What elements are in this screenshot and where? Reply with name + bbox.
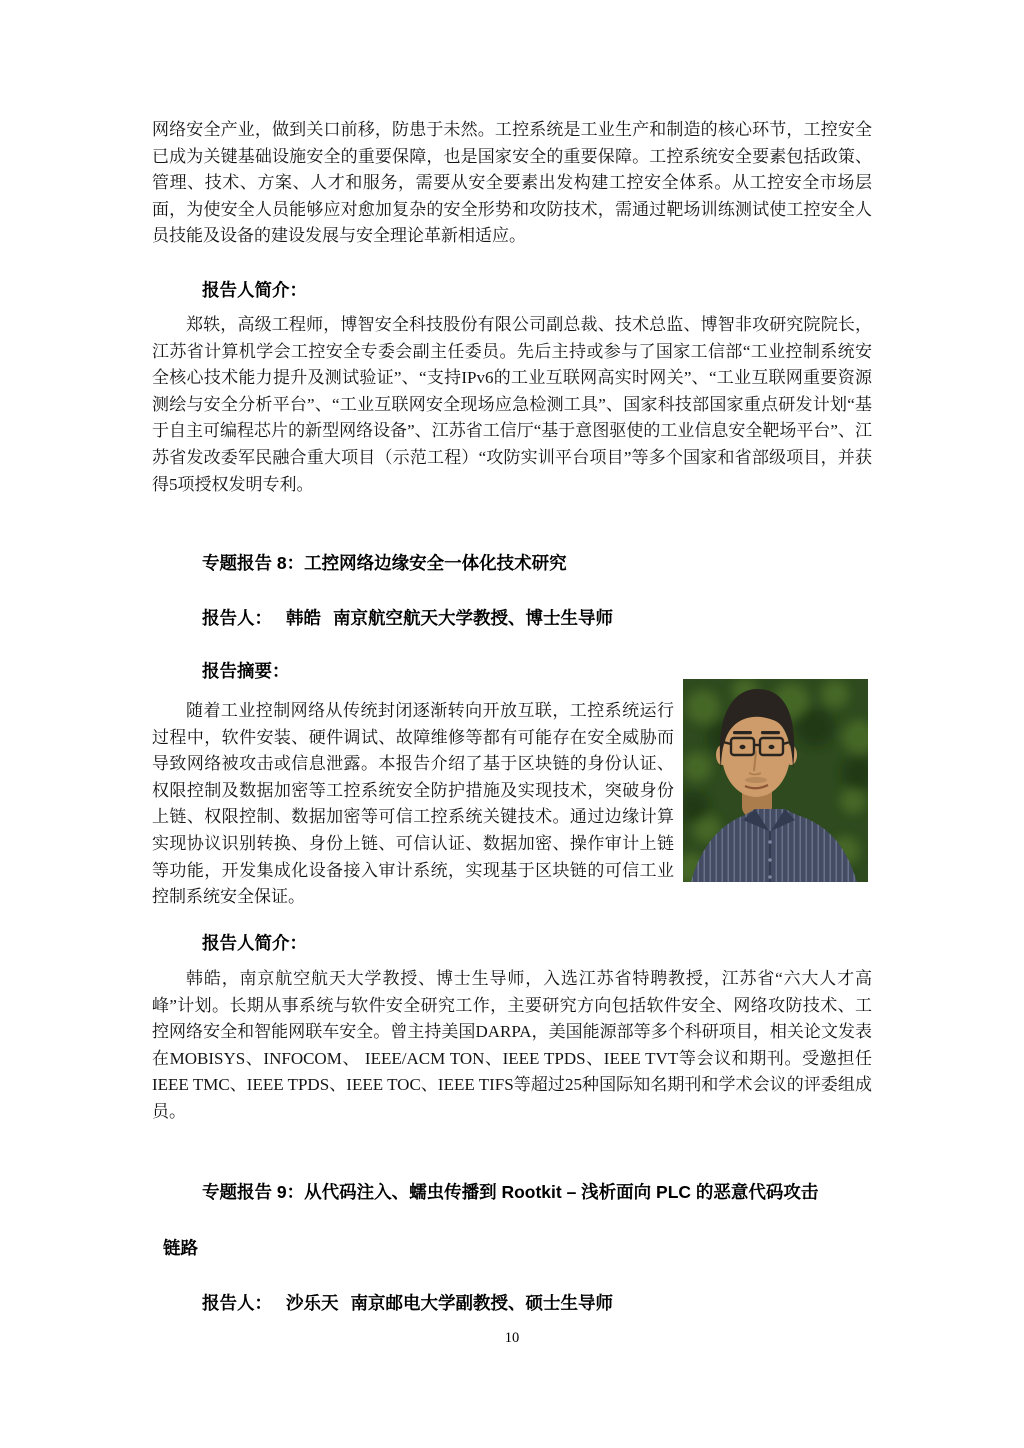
report9-title-line2: 链路 — [163, 1238, 198, 1258]
speaker-name: 韩皓 — [286, 608, 321, 628]
report8-bio-paragraph: 韩皓，南京航空航天大学教授、博士生导师，入选江苏省特聘教授，江苏省“六大人才高峰”计划。长期从事系统与软件安全研究工作，主要研究方向包括软件安全、网络攻防技术、工控网络安全和智能网联车安全。曾主持美国DARPA，美国能源部等多个科研项目，相关论文发表在MOBISYS、INFOCOM、 IEEE/ACM TON、IEEE TPDS、IEEE TVT等会议和期刊。受邀担任IEEE TMC、IEEE TPDS、IEEE TOC、IEEE TIFS等超过25种国际知名期刊和学术会议的评委组成员。 — [152, 969, 872, 1121]
report8-abstract-paragraph: 随着工业控制网络从传统封闭逐渐转向开放互联，工控系统运行过程中，软件安装、硬件调试、故障维修等都有可能存在安全威胁而导致网络被攻击或信息泄露。本报告介绍了基于区块链的身份认证、权限控制及数据加密等工控系统安全防护措施及实现技术，突破身份上链、权限控制、数据加密等可信工控系统关键技术。通过边缘计算实现协议识别转换、身份上链、可信认证、数据加密、操作审计上链等功能，开发集成化设备接入审计系统，实现基于区块链的可信工业控制系统安全保证。 — [152, 701, 674, 907]
report8-bio-heading: 报告人简介： — [202, 933, 307, 953]
speaker-name: 沙乐天 — [286, 1293, 339, 1313]
report8-title: 专题报告 8：工控网络边缘安全一体化技术研究 — [202, 553, 567, 573]
speaker-photo-graphic — [683, 679, 868, 882]
speaker-affiliation: 南京航空航天大学教授、博士生导师 — [333, 608, 613, 628]
report8-abstract-heading: 报告摘要： — [202, 661, 290, 681]
intro-paragraph: 网络安全产业，做到关口前移，防患于未然。工控系统是工业生产和制造的核心环节，工控安全已成为关键基础设施安全的重要保障，也是国家安全的重要保障。工控系统安全要素包括政策、管理、技术、方案、人才和服务，需要从安全要素出发构建工控安全体系。从工控安全市场层面，为使安全人员能够应对愈加复杂的安全形势和攻防技术，需通过靶场训练测试使工控安全人员技能及设备的建设发展与安全理论革新相适应。 — [152, 120, 872, 246]
speaker-label: 报告人： — [202, 608, 272, 628]
page-number: 10 — [504, 1330, 520, 1346]
speaker-photo — [683, 679, 868, 882]
report7-bio-heading: 报告人简介： — [202, 280, 307, 300]
report9-title-line1: 专题报告 9：从代码注入、蠕虫传播到 Rootkit – 浅析面向 PLC 的恶意代码攻击 — [202, 1182, 819, 1202]
report7-bio-paragraph: 郑轶，高级工程师，博智安全科技股份有限公司副总裁、技术总监、博智非攻研究院院长，江苏省计算机学会工控安全专委会副主任委员。先后主持或参与了国家工信部“工业控制系统安全核心技术能力提升及测试验证”、“支持IPv6的工业互联网高实时网关”、“工业互联网重要资源测绘与安全分析平台”、“工业互联网安全现场应急检测工具”、国家科技部国家重点研发计划“基于自主可编程芯片的新型网络设备”、江苏省工信厅“基于意图驱使的工业信息安全靶场平台”、江苏省发改委军民融合重大项目（示范工程）“攻防实训平台项目”等多个国家和省部级项目，并获得5项授权发明专利。 — [152, 315, 872, 494]
speaker-label: 报告人： — [202, 1293, 272, 1313]
speaker-affiliation: 南京邮电大学副教授、硕士生导师 — [350, 1293, 613, 1313]
report8-speaker-line — [202, 607, 613, 629]
report9-speaker-line — [202, 1292, 613, 1314]
